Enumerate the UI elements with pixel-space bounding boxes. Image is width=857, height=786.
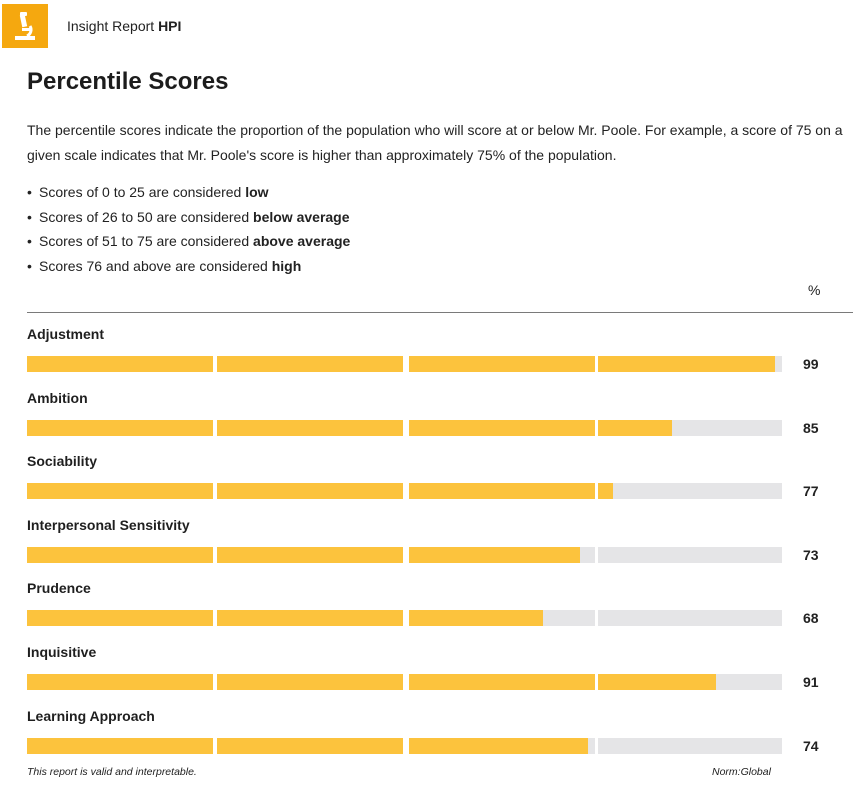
- bar-segment: [27, 483, 213, 499]
- score-value: 77: [803, 483, 819, 500]
- bar-segment: [27, 420, 213, 436]
- microscope-icon: [10, 10, 40, 42]
- bar-fill: [598, 356, 775, 372]
- bar-segment: [27, 356, 213, 372]
- bar-fill: [409, 610, 543, 626]
- score-bar: [27, 356, 782, 372]
- bar-segment: [217, 674, 403, 690]
- bar-fill: [409, 674, 595, 690]
- bar-fill: [409, 547, 580, 563]
- bar-segment: [598, 674, 782, 690]
- bar-fill: [217, 674, 403, 690]
- range-text: Scores of 51 to 75 are considered: [39, 233, 254, 249]
- score-value: 91: [803, 673, 819, 690]
- score-bar: [27, 738, 782, 754]
- bar-segment: [217, 610, 403, 626]
- scale-label: Prudence: [27, 580, 91, 597]
- range-label: high: [271, 257, 302, 274]
- bar-segment: [409, 483, 595, 499]
- bar-fill: [409, 483, 595, 499]
- logo: [2, 4, 48, 48]
- list-item: [27, 181, 350, 206]
- range-text: Scores 76 and above are considered: [39, 257, 272, 274]
- bar-segment: [409, 420, 595, 436]
- score-bar: [27, 674, 782, 690]
- bar-fill: [217, 356, 403, 372]
- bar-fill: [217, 420, 403, 436]
- range-label: below average: [253, 208, 350, 225]
- bar-fill: [217, 547, 403, 563]
- bar-fill: [217, 738, 403, 754]
- bar-fill: [409, 738, 588, 754]
- list-item: [27, 206, 350, 231]
- bar-segment: [27, 610, 213, 626]
- report-title: [67, 18, 181, 34]
- bar-segment: [217, 738, 403, 754]
- scale-label: Adjustment: [27, 326, 104, 342]
- bar-segment: [598, 610, 782, 626]
- score-value: 85: [803, 419, 819, 436]
- report-title-prefix: Insight Report: [67, 18, 155, 34]
- page-title: Percentile Scores: [27, 68, 229, 95]
- bar-segment: [27, 547, 213, 563]
- percent-column-header: %: [808, 282, 821, 298]
- bar-fill: [27, 610, 213, 626]
- bar-segment: [409, 547, 595, 563]
- score-bar: [27, 547, 782, 563]
- bar-fill: [409, 420, 595, 436]
- range-text: Scores of 26 to 50 are considered: [39, 208, 254, 225]
- bar-segment: [409, 356, 595, 372]
- bar-fill: [27, 738, 213, 754]
- score-value: 73: [803, 546, 819, 563]
- bar-fill: [27, 483, 213, 499]
- bar-fill: [598, 674, 716, 690]
- bar-fill: [217, 483, 403, 499]
- bar-segment: [598, 420, 782, 436]
- report-title-suffix: HPI: [158, 18, 182, 34]
- score-bar: [27, 420, 782, 436]
- bar-fill: [27, 420, 213, 436]
- bar-fill: [409, 356, 595, 372]
- bar-segment: [409, 610, 595, 626]
- scale-label: Ambition: [27, 389, 88, 406]
- scale-label: Interpersonal Sensitivity: [27, 516, 190, 533]
- bar-segment: [217, 547, 403, 563]
- bar-segment: [409, 674, 595, 690]
- bar-fill: [27, 356, 213, 372]
- bar-segment: [217, 356, 403, 372]
- range-label: low: [245, 184, 269, 200]
- bar-fill: [598, 420, 672, 436]
- score-bar: [27, 483, 782, 499]
- bar-segment: [27, 738, 213, 754]
- list-item: [27, 255, 350, 280]
- bar-fill: [27, 674, 213, 690]
- scale-label: Sociability: [27, 453, 98, 470]
- bar-segment: [598, 483, 782, 499]
- norm-label: Norm:Global: [712, 766, 771, 778]
- intro-paragraph: The percentile scores indicate the proportion of the population who will score at or below Mr. Poole. For example, a score of 75 on a given scale indicates that Mr. Poole's score is higher than approximately 75% of the population.: [27, 122, 843, 163]
- bar-segment: [598, 356, 782, 372]
- bar-segment: [27, 674, 213, 690]
- range-label: above average: [253, 233, 351, 249]
- bar-segment: [598, 547, 782, 563]
- score-bar: [27, 610, 782, 626]
- score-value: 74: [803, 737, 819, 754]
- score-value: 68: [803, 610, 819, 627]
- bar-segment: [217, 420, 403, 436]
- list-item: [27, 230, 350, 255]
- bar-fill: [598, 483, 613, 499]
- bar-segment: [409, 738, 595, 754]
- scale-label: Learning Approach: [27, 707, 155, 724]
- range-text: Scores of 0 to 25 are considered: [39, 184, 246, 200]
- scale-label: Inquisitive: [27, 643, 97, 660]
- score-ranges-list: [27, 181, 350, 279]
- bar-fill: [217, 610, 403, 626]
- validity-note: This report is valid and interpretable.: [27, 766, 197, 778]
- score-value: 99: [803, 356, 819, 372]
- divider: [27, 312, 853, 313]
- bar-segment: [598, 738, 782, 754]
- bar-segment: [217, 483, 403, 499]
- bar-fill: [27, 547, 213, 563]
